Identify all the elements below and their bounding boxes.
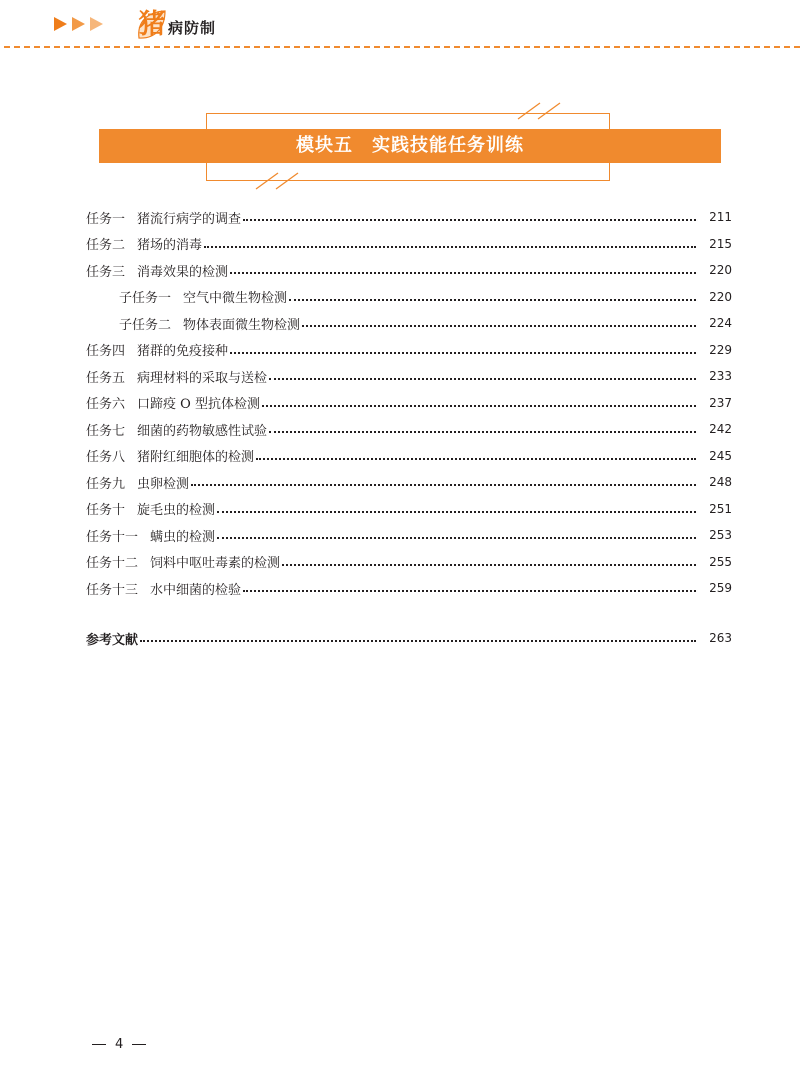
dot-leader (230, 272, 696, 274)
toc-item-8[interactable] (86, 443, 732, 470)
dot-leader (191, 484, 696, 486)
toc-item-title: 细菌的药物敏感性试验 (137, 423, 268, 439)
toc-item-label: 任务十 (86, 503, 126, 519)
dot-leader (269, 431, 696, 433)
toc-item-7[interactable] (86, 416, 732, 443)
slash-deco-icon (516, 101, 562, 121)
running-header (0, 0, 800, 50)
toc-item-title: 物体表面微生物检测 (183, 317, 301, 333)
dot-leader (269, 378, 696, 380)
dot-leader (256, 458, 696, 460)
table-of-contents (86, 204, 732, 602)
toc-item-title: 猪流行病学的调查 (137, 211, 242, 227)
toc-item-label: 任务九 (86, 476, 126, 492)
toc-item-page: 211 (709, 210, 732, 225)
toc-item-label: 任务八 (86, 450, 126, 466)
toc-item-page: 220 (709, 289, 732, 304)
toc-item-page: 251 (709, 501, 732, 516)
toc-item-title: 虫卵检测 (137, 476, 190, 492)
toc-item-label: 任务二 (86, 238, 126, 254)
leaf-logo-icon (135, 8, 169, 42)
footer-dash (92, 1044, 106, 1045)
toc-item-title: 口蹄疫 O 型抗体检测 (137, 397, 260, 413)
toc-item-page: 242 (709, 422, 732, 437)
toc-item-label: 任务十二 (86, 556, 139, 572)
toc-item-page: 237 (709, 395, 732, 410)
toc-item-11[interactable] (86, 522, 732, 549)
toc-item-12[interactable] (86, 549, 732, 576)
toc-subitem-1[interactable] (86, 284, 732, 311)
dot-leader (140, 640, 696, 642)
toc-item-page: 259 (709, 581, 732, 596)
toc-item-title: 螨虫的检测 (150, 529, 216, 545)
dot-leader (262, 405, 696, 407)
toc-item-label: 子任务二 (119, 317, 172, 333)
toc-item-3[interactable] (86, 257, 732, 284)
toc-item-page: 245 (709, 448, 732, 463)
toc-item-9[interactable] (86, 469, 732, 496)
dot-leader (282, 564, 696, 566)
dot-leader (243, 219, 696, 221)
toc-references-page: 263 (709, 631, 732, 646)
toc-item-title: 饲料中呕吐毒素的检测 (150, 556, 281, 572)
toc-item-label: 任务十三 (86, 582, 139, 598)
toc-references-title: 参考文献 (86, 632, 139, 648)
toc-item-page: 224 (709, 316, 732, 331)
dot-leader (217, 537, 696, 539)
slash-deco-icon (254, 171, 300, 191)
dot-leader (204, 246, 696, 248)
toc-item-2[interactable] (86, 231, 732, 258)
toc-item-page: 233 (709, 369, 732, 384)
toc-item-label: 任务五 (86, 370, 126, 386)
triple-arrow-icon (54, 17, 114, 31)
toc-item-page: 229 (709, 342, 732, 357)
toc-item-references[interactable] (86, 625, 732, 652)
toc-item-title: 消毒效果的检测 (137, 264, 229, 280)
toc-item-4[interactable] (86, 337, 732, 364)
footer-dash (132, 1044, 146, 1045)
toc-item-title: 猪附红细胞体的检测 (137, 450, 255, 466)
toc-item-page: 255 (709, 554, 732, 569)
header-title: 病防制 (168, 19, 217, 37)
toc-item-label: 任务四 (86, 344, 126, 360)
header-dashed-rule (4, 46, 800, 48)
page-number: 4 (115, 1036, 124, 1052)
module-title: 模块五 实践技能任务训练 (296, 135, 524, 156)
toc-item-page: 220 (709, 263, 732, 278)
toc-references (86, 625, 732, 652)
dot-leader (230, 352, 696, 354)
dot-leader (243, 590, 696, 592)
dot-leader (289, 299, 696, 301)
toc-item-title: 猪场的消毒 (137, 238, 203, 254)
toc-item-page: 248 (709, 475, 732, 490)
toc-subitem-2[interactable] (86, 310, 732, 337)
toc-item-1[interactable] (86, 204, 732, 231)
toc-item-6[interactable] (86, 390, 732, 417)
toc-item-page: 215 (709, 236, 732, 251)
toc-item-label: 子任务一 (119, 291, 172, 307)
toc-item-label: 任务十一 (86, 529, 139, 545)
header-logo-char: 猪 (138, 9, 166, 40)
toc-item-title: 旋毛虫的检测 (137, 503, 216, 519)
toc-item-title: 病理材料的采取与送检 (137, 370, 268, 386)
toc-item-label: 任务七 (86, 423, 126, 439)
toc-item-title: 空气中微生物检测 (183, 291, 288, 307)
toc-item-title: 猪群的免疫接种 (137, 344, 229, 360)
toc-item-label: 任务一 (86, 211, 126, 227)
toc-item-label: 任务三 (86, 264, 126, 280)
page-footer (92, 1034, 146, 1054)
toc-item-label: 任务六 (86, 397, 126, 413)
toc-item-10[interactable] (86, 496, 732, 523)
toc-item-5[interactable] (86, 363, 732, 390)
dot-leader (302, 325, 696, 327)
toc-item-13[interactable] (86, 575, 732, 602)
dot-leader (217, 511, 696, 513)
toc-item-page: 253 (709, 528, 732, 543)
toc-item-title: 水中细菌的检验 (150, 582, 242, 598)
